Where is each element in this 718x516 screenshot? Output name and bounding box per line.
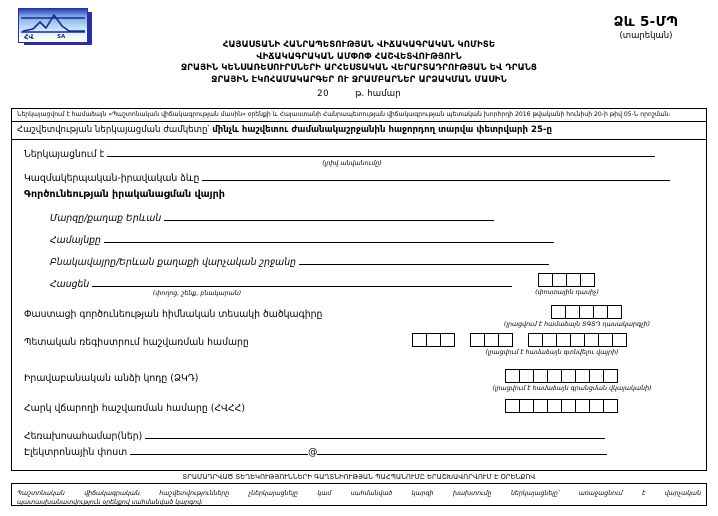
logo-abbr-hv: ՀՎ [24, 33, 34, 41]
state-register-cell[interactable] [470, 333, 485, 347]
submitted-by-field[interactable] [24, 146, 655, 161]
state-register-cell[interactable] [528, 333, 543, 347]
legal-basis-note: Ներկայացվում է համաձայն «Պաշտոնական վիճակագրության մասին» օրենքի և Հայաստանի Հանրապետության վիճակագրության պետական խորհրդի 2016 թվականի հունիսի 20-ի թիվ 05-Ն որոշման։ [12, 109, 706, 122]
taxpayer-cell[interactable] [603, 399, 618, 413]
state-register-hint: (լրացվում է համաձայն գտնվելու վայրի) [485, 349, 619, 356]
phone-label: Հեռախոսահամար(ներ) [24, 431, 143, 442]
community-label: Համայնքը [50, 235, 101, 246]
state-register-cell[interactable] [498, 333, 513, 347]
legal-entity-code-cell[interactable] [505, 369, 520, 383]
penalty-footnote-line-2: պատասխանատվություն օրենքով սահմանված կարգով։ [17, 499, 204, 506]
address-field[interactable] [50, 276, 512, 291]
activity-code-cell[interactable] [593, 305, 608, 319]
activity-code-cell[interactable] [551, 305, 566, 319]
penalty-footnote [11, 486, 707, 507]
legal-entity-code-cell[interactable] [603, 369, 618, 383]
title-line-2: ՎԻՃԱԿԱԳՐԱԿԱՆ ԱՄՓՈՓ ՀԱՇՎԵՏՎՈՒԹՅՈՒՆ [256, 51, 462, 62]
state-register-cell[interactable] [556, 333, 571, 347]
deadline-value: մինչև հաշվետու ժամանակաշրջանին հաջորդող տարվա փետրվարի 25-ը [212, 125, 553, 135]
state-register-cell[interactable] [570, 333, 585, 347]
taxpayer-box-group[interactable] [505, 399, 618, 413]
confidentiality-guarantee: ՏՐԱՄԱԴՐՎԱԾ ՏԵՂԵԿՈՒԹՅՈՒՆՆԵՐԻ ԳԱՂՏՆԻՈՒԹՅԱՆ ՊԱՀՊԱՆՈՒՄԸ ԵՐԱՇԽԱՎՈՐՎՈՒՄ Է ՕՐԵՆՔՈՎ [11, 470, 707, 484]
legal-entity-code-hint: (լրացվում է համաձայն գրանցման վկայականի) [492, 385, 652, 392]
phone-input[interactable] [145, 428, 605, 439]
year-suffix: թ. համար [355, 89, 401, 100]
taxpayer-boxes[interactable] [505, 398, 618, 417]
legal-entity-code-cell[interactable] [519, 369, 534, 383]
postal-code-cell[interactable] [566, 273, 581, 287]
region-field[interactable] [50, 210, 494, 225]
taxpayer-cell[interactable] [533, 399, 548, 413]
deadline-label: Հաշվետվության ներկայացման ժամկետը՝ [17, 125, 210, 135]
postal-code-cell[interactable] [538, 273, 553, 287]
settlement-field[interactable] [50, 254, 549, 269]
address-input[interactable] [92, 276, 512, 287]
form-body [12, 140, 706, 474]
title-line-1: ՀԱՅԱՍՏԱՆԻ ՀԱՆՐԱՊԵՏՈՒԹՅԱՆ ՎԻՃԱԿԱԳՐԱԿԱՆ ԿՈՄԻՏԵ [222, 40, 496, 50]
legal-entity-code-cell[interactable] [575, 369, 590, 383]
title-line-3: ՋՐԱՅԻՆ ԿԵՆՍԱՌԵՍՈՒՐՍՆԵՐԻ ԱՐՀԵՍՏԱԿԱՆ ՎԵՐԱՐՏԱԴՐՈՒԹՅԱՆ ԵՎ ԴՐԱՆՑ [180, 63, 538, 74]
activity-place-heading: Գործունեության իրականացման վայրի [24, 189, 225, 200]
submitted-by-label: Ներկայացնում է [24, 149, 105, 160]
form-code-block [586, 14, 706, 41]
state-register-cell[interactable] [598, 333, 613, 347]
state-register-cell[interactable] [484, 333, 499, 347]
legal-entity-code-cell[interactable] [589, 369, 604, 383]
legal-entity-code-label: Իրավաբանական անձի կոդը (ՁԿԴ) [24, 373, 199, 384]
region-input[interactable] [164, 210, 494, 221]
state-register-cell[interactable] [612, 333, 627, 347]
state-register-label: Պետական ռեգիստրում հաշվառման համարը [24, 337, 249, 348]
state-register-cell[interactable] [412, 333, 427, 347]
form-periodicity: (տարեկան) [619, 31, 673, 41]
logo-box [18, 8, 88, 43]
legal-form-field[interactable] [24, 170, 670, 185]
taxpayer-cell[interactable] [547, 399, 562, 413]
activity-code-cell[interactable] [579, 305, 594, 319]
legal-form-input[interactable] [202, 170, 670, 181]
penalty-footnote-line-1: Պաշտոնական վիճակագրական հաշվետվությունները չներկայացնելը կամ սահմանված կարգի խախտումը ներկայացնելը՝ առաջացնում է վարչական [17, 490, 701, 497]
deadline-row [12, 122, 706, 140]
address-hint: (փողոց, շենք, բնակարան) [152, 290, 242, 297]
taxpayer-cell[interactable] [561, 399, 576, 413]
taxpayer-cell[interactable] [589, 399, 604, 413]
state-register-cell[interactable] [440, 333, 455, 347]
taxpayer-cell[interactable] [505, 399, 520, 413]
community-field[interactable] [50, 232, 554, 247]
document-title [0, 40, 718, 101]
taxpayer-cell[interactable] [575, 399, 590, 413]
activity-code-cell[interactable] [607, 305, 622, 319]
email-label: Էլեկտրոնային փոստ [24, 447, 128, 458]
submitted-by-input[interactable] [107, 146, 655, 157]
legal-entity-code-cell[interactable] [533, 369, 548, 383]
report-year-line [0, 89, 718, 101]
community-input[interactable] [104, 232, 554, 243]
email-input-left[interactable] [130, 444, 308, 455]
settlement-input[interactable] [299, 254, 549, 265]
logo-abbr-sa: SA [57, 34, 66, 40]
at-symbol: @ [308, 447, 318, 458]
year-prefix: 20 [317, 89, 330, 100]
email-input-right[interactable] [317, 444, 607, 455]
activity-code-hint: (լրացվում է համաձայն ՏԳՏԴ դասակարգչի) [503, 321, 651, 328]
state-register-cell[interactable] [426, 333, 441, 347]
legal-entity-code-cell[interactable] [547, 369, 562, 383]
activity-code-label: Փաստացի գործունեության հիմնական տեսակի ծածկագիրը [24, 309, 323, 320]
activity-code-cell[interactable] [565, 305, 580, 319]
taxpayer-cell[interactable] [519, 399, 534, 413]
postal-code-cell[interactable] [580, 273, 595, 287]
region-label: Մարզը/քաղաք Երևան [50, 213, 162, 224]
postal-code-hint: (փոստային դասիչ) [535, 289, 599, 296]
postal-code-cell[interactable] [552, 273, 567, 287]
settlement-label: Բնակավայրը/Երևան քաղաքի վարչական շրջանը [50, 257, 297, 268]
form-code: Ձև 5-ՄՊ [613, 14, 679, 30]
legal-entity-code-box-group[interactable] [505, 369, 618, 383]
email-field[interactable] [24, 444, 607, 459]
state-register-cell[interactable] [542, 333, 557, 347]
address-label: Հասցեն [50, 279, 90, 290]
submitted-by-hint: (լրիվ անվանումը) [322, 160, 382, 167]
form-frame [11, 108, 707, 506]
phone-field[interactable] [24, 428, 605, 443]
postal-code-box-group[interactable] [538, 273, 595, 287]
legal-entity-code-cell[interactable] [561, 369, 576, 383]
state-register-cell[interactable] [584, 333, 599, 347]
activity-code-box-group[interactable] [551, 305, 622, 319]
legal-form-label: Կազմակերպական-իրավական ձևը [24, 173, 200, 184]
taxpayer-label: Հարկ վճարողի հաշվառման համարը (ՀՎՀՀ) [24, 403, 245, 414]
title-line-4: ՋՐԱՅԻՆ ԷԿՈՀԱՄԱԿԱՐԳԵՐ ՈՒ ՋՐԱՄԲԱՐՆԵՐ ԱՐՁԱԿՄԱՆ ՄԱՍԻՆ [211, 74, 507, 85]
